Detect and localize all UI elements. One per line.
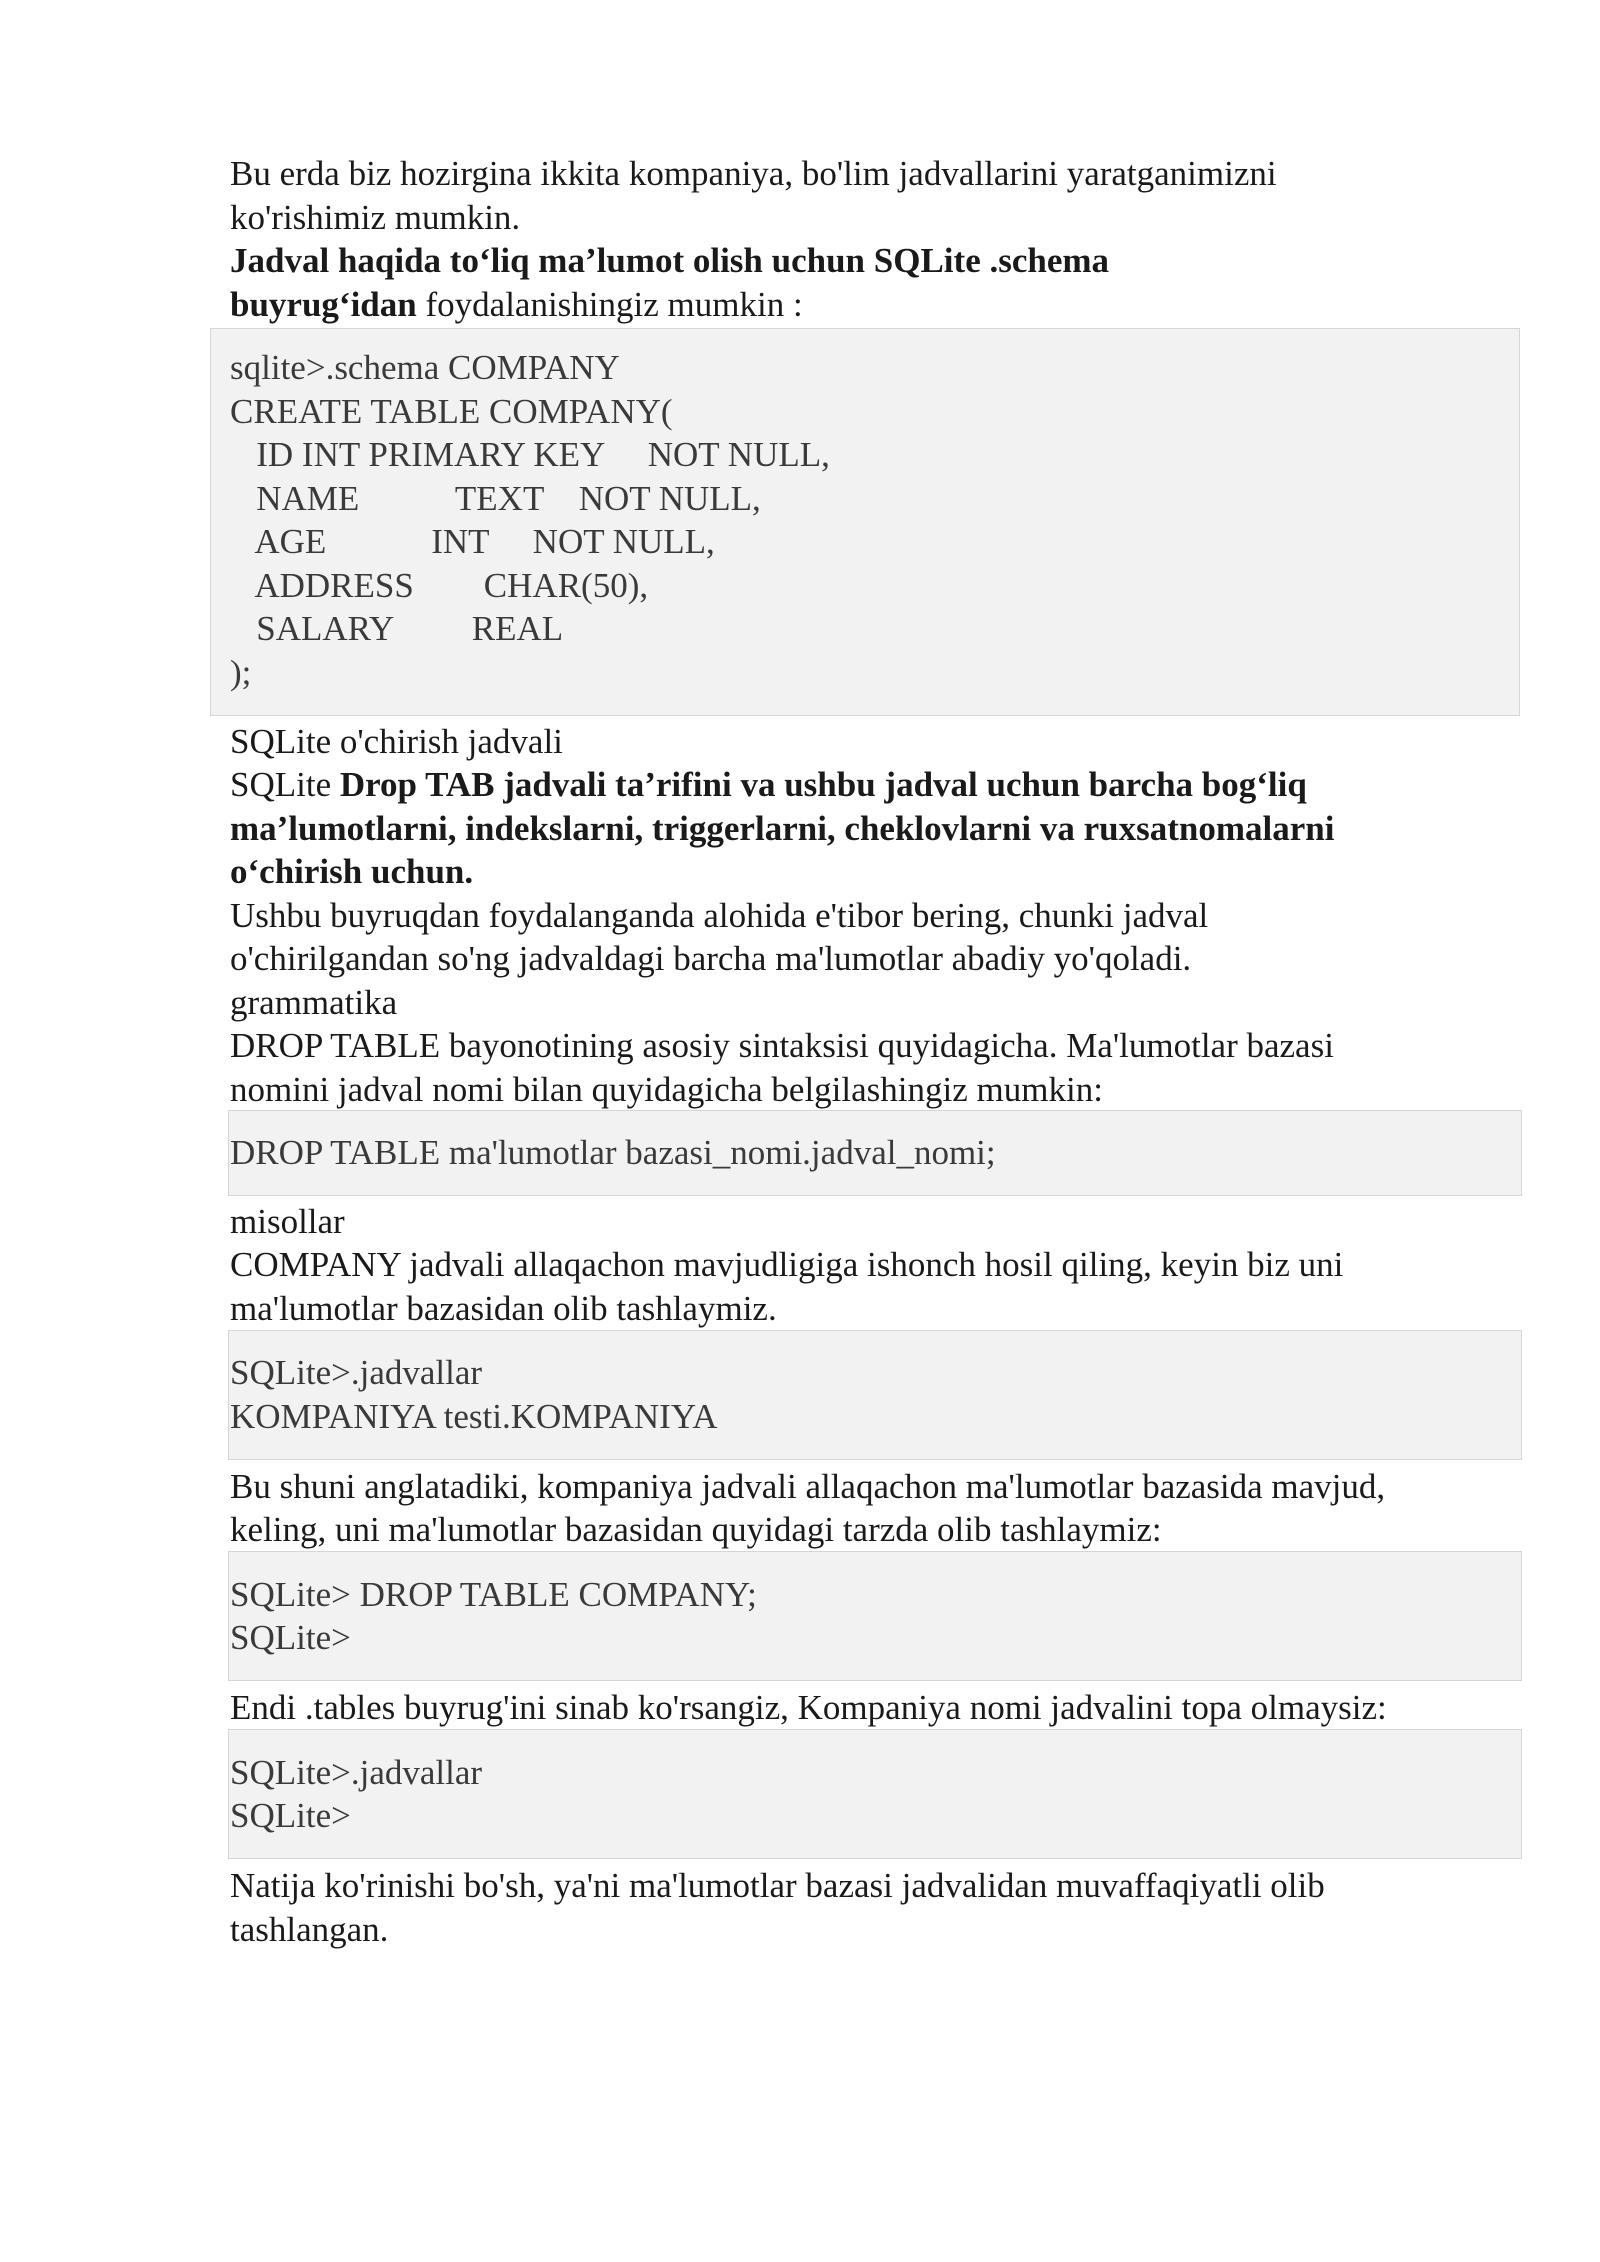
drop-desc-line-1 — [230, 763, 1530, 807]
schema-heading-line-2 — [230, 283, 1530, 327]
syntax-line-2: nomini jadval nomi bilan quyidagicha belgilashingiz mumkin: — [230, 1070, 1103, 1109]
examples-title: misollar — [230, 1202, 345, 1241]
drop-desc-prefix: SQLite — [230, 765, 340, 804]
code-drop-line-2: SQLite> — [230, 1618, 351, 1657]
code-tables1-line-1: SQLite>.jadvallar — [230, 1353, 483, 1392]
code-schema-line-7: SALARY REAL — [230, 609, 564, 648]
examples-line-1: COMPANY jadvali allaqachon mavjudligiga ishonch hosil qiling, keyin biz uni — [230, 1245, 1344, 1284]
warning-line-1: Ushbu buyruqdan foydalanganda alohida e'tibor bering, chunki jadval — [230, 896, 1209, 935]
code-schema-line-1: sqlite>.schema COMPANY — [230, 348, 620, 387]
code-tables2-line-2: SQLite> — [230, 1796, 351, 1835]
grammar-label: grammatika — [230, 983, 398, 1022]
schema-heading-line-1 — [230, 239, 1530, 283]
syntax-line-1: DROP TABLE bayonotining asosiy sintaksisi quyidagicha. Ma'lumotlar bazasi — [230, 1026, 1334, 1065]
code-tables1-line-2: KOMPANIYA testi.KOMPANIYA — [230, 1397, 718, 1436]
warning-line-2: o'chirilgandan so'ng jadvaldagi barcha ma'lumotlar abadiy yo'qoladi. — [230, 939, 1192, 978]
after-drop-line-1: Endi .tables buyrug'ini sinab ko'rsangiz, Kompaniya nomi jadvalini topa olmaysiz: — [230, 1688, 1387, 1727]
code-schema-line-2: CREATE TABLE COMPANY( — [230, 392, 673, 431]
intro-line-1: Bu erda biz hozirgina ikkita kompaniya, bo'lim jadvallarini yaratganimizni — [230, 154, 1277, 193]
drop-section-title: SQLite o'chirish jadvali — [230, 722, 563, 761]
code-syntax-line-1: DROP TABLE ma'lumotlar bazasi_nomi.jadval_nomi; — [230, 1133, 996, 1172]
code-drop-line-1: SQLite> DROP TABLE COMPANY; — [230, 1575, 757, 1614]
drop-desc-line-2 — [230, 807, 1530, 851]
code-tables2-line-1: SQLite>.jadvallar — [230, 1753, 483, 1792]
drop-desc-bold-3: o‘chirish uchun. — [230, 852, 474, 891]
drop-desc-bold-2: ma’lumotlarni, indekslarni, triggerlarni, cheklovlarni va ruxsatnomalarni — [230, 809, 1335, 848]
explain-line-1: Bu shuni anglatadiki, kompaniya jadvali allaqachon ma'lumotlar bazasida mavjud, — [230, 1467, 1386, 1506]
result-line-1: Natija ko'rinishi bo'sh, ya'ni ma'lumotlar bazasi jadvalidan muvaffaqiyatli olib — [230, 1866, 1325, 1905]
code-schema-line-4: NAME TEXT NOT NULL, — [230, 479, 761, 518]
code-schema-line-3: ID INT PRIMARY KEY NOT NULL, — [230, 435, 830, 474]
intro-line-2: ko'rishimiz mumkin. — [230, 198, 521, 237]
explain-line-2: keling, uni ma'lumotlar bazasidan quyidagi tarzda olib tashlaymiz: — [230, 1510, 1162, 1549]
schema-heading-bold-1: Jadval haqida to‘liq ma’lumot olish uchun SQLite .schema — [230, 241, 1110, 280]
code-schema-line-5: AGE INT NOT NULL, — [230, 522, 715, 561]
result-line-2: tashlangan. — [230, 1910, 389, 1949]
code-schema-line-8: ); — [230, 653, 252, 692]
drop-desc-bold-1: Drop TAB jadvali ta’rifini va ushbu jadval uchun barcha bog‘liq — [339, 765, 1307, 804]
drop-desc-line-3 — [230, 850, 1530, 894]
code-schema-line-6: ADDRESS CHAR(50), — [230, 566, 649, 605]
schema-heading-rest: foydalanishingiz mumkin : — [416, 285, 803, 324]
schema-heading-bold-2: buyrug‘idan — [230, 285, 417, 324]
examples-line-2: ma'lumotlar bazasidan olib tashlaymiz. — [230, 1289, 777, 1328]
